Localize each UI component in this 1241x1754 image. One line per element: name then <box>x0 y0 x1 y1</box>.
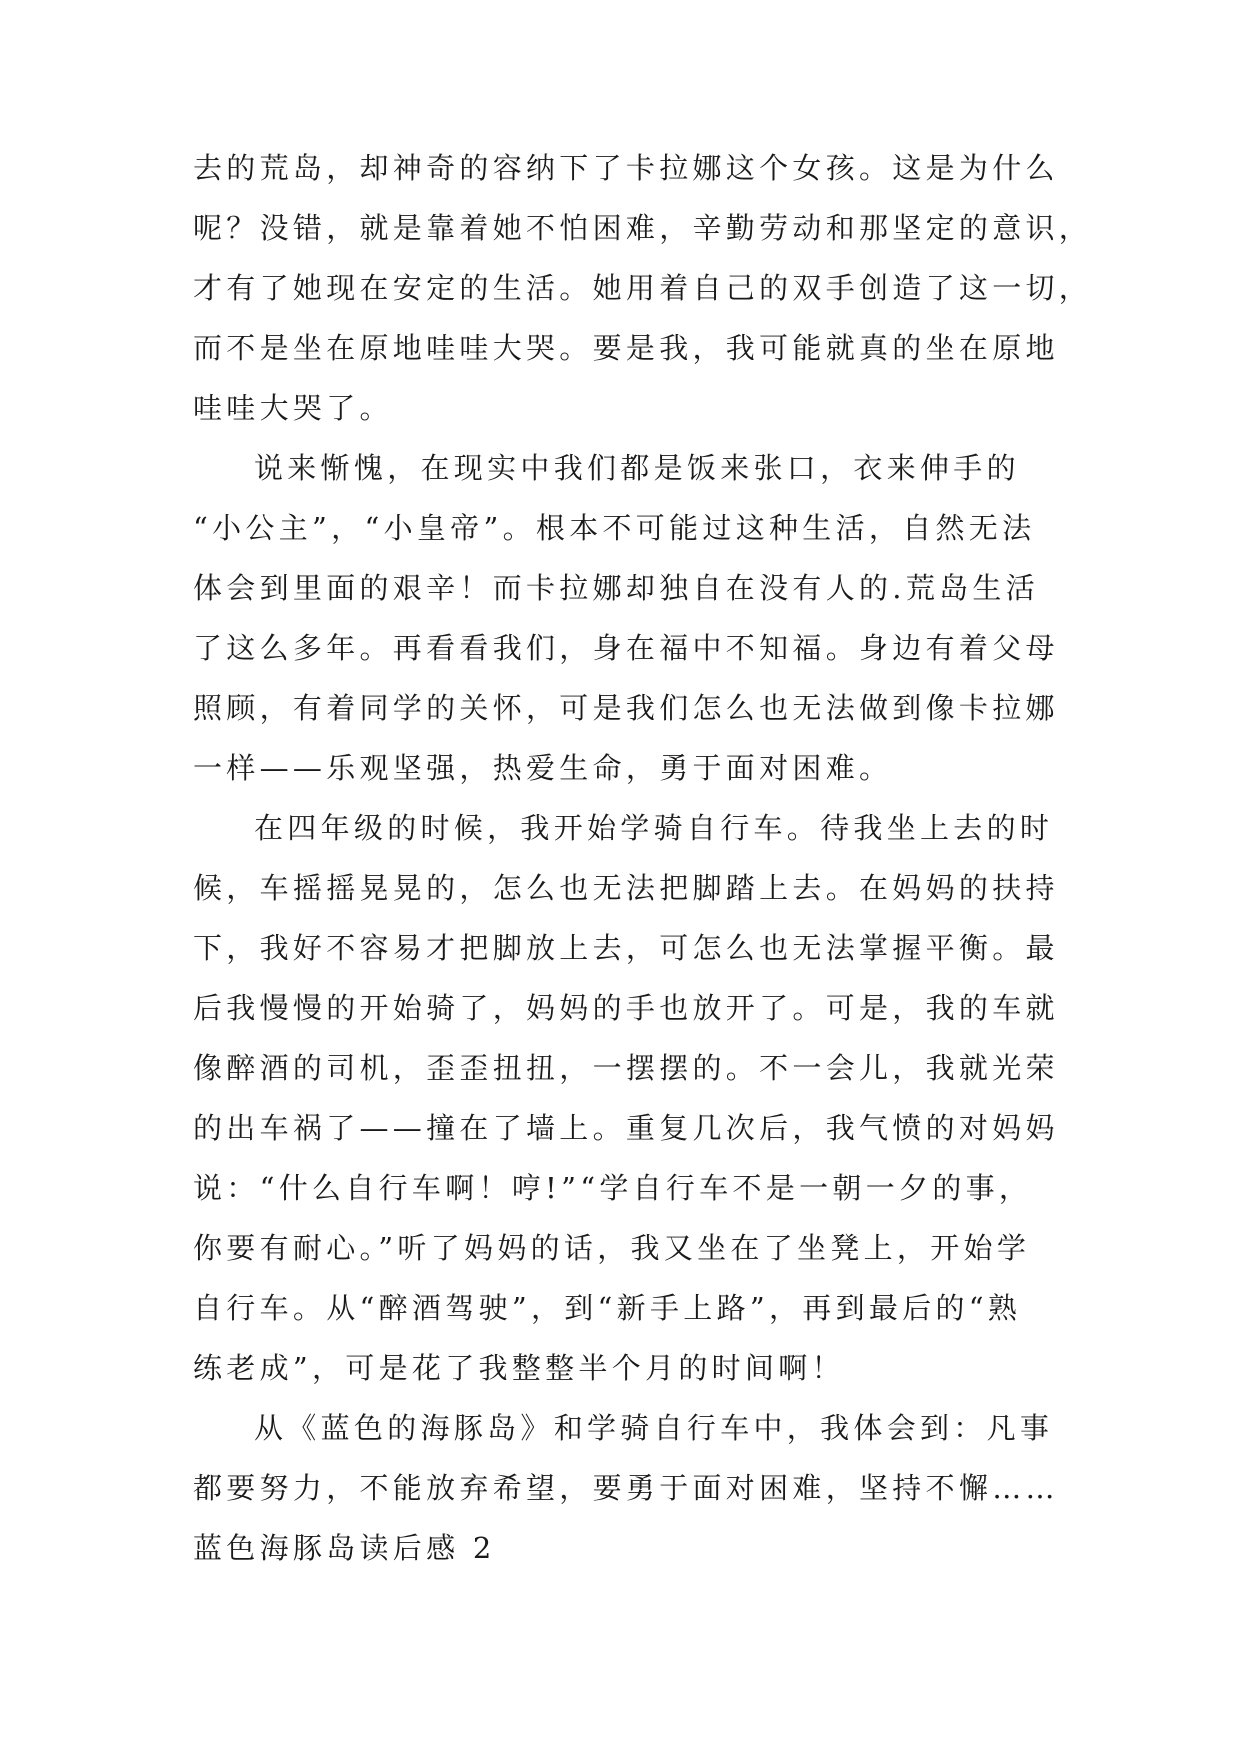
text-line: 哇哇大哭了。 <box>193 391 393 425</box>
text-line: 你要有耐心。”听了妈妈的话，我又坐在了坐凳上，开始学 <box>193 1231 1031 1265</box>
text-line: 的出车祸了——撞在了墙上。重复几次后，我气愤的对妈妈 <box>193 1111 1059 1145</box>
text-line: 了这么多年。再看看我们，身在福中不知福。身边有着父母 <box>193 631 1059 665</box>
text-line: 后我慢慢的开始骑了，妈妈的手也放开了。可是，我的车就 <box>193 991 1059 1025</box>
paragraph-start-line: 从《蓝色的海豚岛》和学骑自行车中，我体会到：凡事 <box>254 1411 1054 1445</box>
text-line: 候，车摇摇晃晃的，怎么也无法把脚踏上去。在妈妈的扶持 <box>193 871 1059 905</box>
text-line: 自行车。从“醉酒驾驶”，到“新手上路”，再到最后的“熟 <box>193 1291 1022 1325</box>
text-line: 去的荒岛，却神奇的容纳下了卡拉娜这个女孩。这是为什么 <box>193 151 1059 185</box>
text-line: 下，我好不容易才把脚放上去，可怎么也无法掌握平衡。最 <box>193 931 1059 965</box>
text-line: 说：“什么自行车啊！哼!”“学自行车不是一朝一夕的事， <box>193 1171 1033 1205</box>
paragraph-start-line: 说来惭愧，在现实中我们都是饭来张口，衣来伸手的 <box>254 451 1020 485</box>
text-line: 像醉酒的司机，歪歪扭扭，一摆摆的。不一会儿，我就光荣 <box>193 1051 1059 1085</box>
text-line: 练老成”，可是花了我整整半个月的时间啊！ <box>193 1351 845 1385</box>
text-line: “小公主”，“小皇帝”。根本不可能过这种生活，自然无法 <box>193 511 1036 545</box>
paragraph-start-line: 在四年级的时候，我开始学骑自行车。待我坐上去的时 <box>254 811 1054 845</box>
text-line: 呢？没错，就是靠着她不怕困难，辛勤劳动和那坚定的意识， <box>193 211 1093 245</box>
section-heading: 蓝色海豚岛读后感 2 <box>193 1531 496 1565</box>
text-line: 照顾，有着同学的关怀，可是我们怎么也无法做到像卡拉娜 <box>193 691 1059 725</box>
text-line: 体会到里面的艰辛！而卡拉娜却独自在没有人的.荒岛生活 <box>193 571 1040 605</box>
text-line: 都要努力，不能放弃希望，要勇于面对困难，坚持不懈…… <box>193 1471 1059 1505</box>
text-line: 才有了她现在安定的生活。她用着自己的双手创造了这一切， <box>193 271 1093 305</box>
text-line: 一样——乐观坚强，热爱生命，勇于面对困难。 <box>193 751 893 785</box>
text-line: 而不是坐在原地哇哇大哭。要是我，我可能就真的坐在原地 <box>193 331 1059 365</box>
